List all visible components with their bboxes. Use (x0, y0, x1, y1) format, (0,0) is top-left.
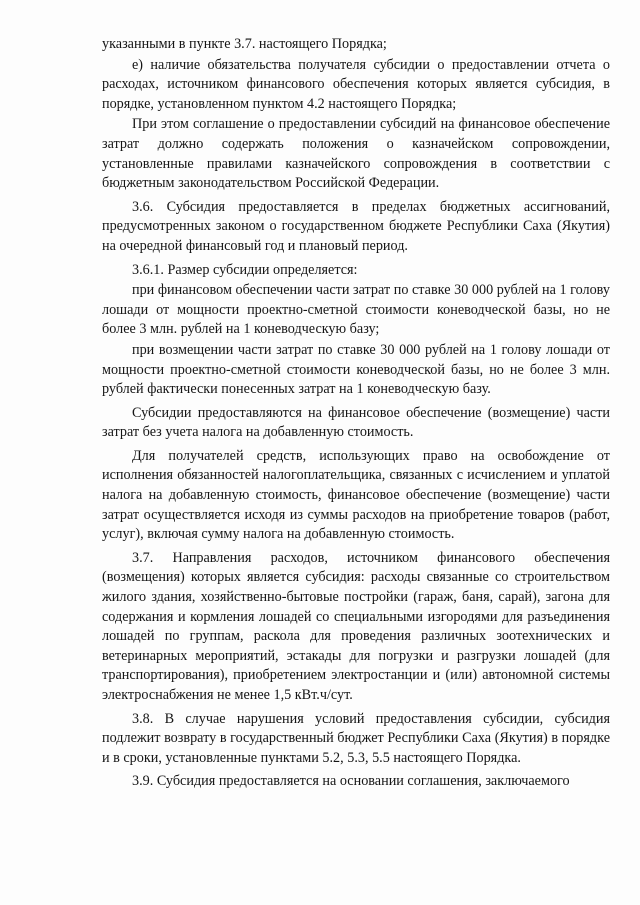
paragraph-3-7: 3.7. Направления расходов, источником финансового обеспечения (возмещения) которых является субсидия: расходы связанные со строительством жилого здания, хозяйственно-бытовые постройки (гараж, баня, сарай), загона для содержания и кормления лошадей со специальными изгородями для разъединения лошадей по группам, раскола для проведения различных зоотехнических и ветеринарных мероприятий, эстакады для погрузки и разгрузки лошадей (для транспортирования), приобретением электростанции и (или) автономной системы электроснабжения не менее 1,5 кВт.ч/сут. (102, 549, 610, 703)
document-body (102, 35, 610, 793)
paragraph-continuation: указанными в пункте 3.7. настоящего Порядка; (102, 36, 387, 52)
paragraph-without-vat: Субсидии предоставляются на финансовое обеспечение (возмещение) части затрат без учета налога на добавленную стоимость. (102, 404, 610, 441)
paragraph-reimbursement-rate: при возмещении части затрат по ставке 30 000 рублей на 1 голову лошади от мощности проектно-сметной стоимости коневодческой базы, но не более 3 млн. рублей фактически понесенных затрат на 1 коневодческую базу. (102, 341, 610, 398)
paragraph-3-6-1: 3.6.1. Размер субсидии определяется: (132, 261, 358, 278)
paragraph-3-6: 3.6. Субсидия предоставляется в пределах бюджетных ассигнований, предусмотренных законом о государственном бюджете Республики Саха (Якутия) на очередной финансовый год и плановый период. (102, 198, 610, 254)
paragraph-vat-exempt: Для получателей средств, использующих право на освобождение от исполнения обязанностей налогоплательщика, связанных с исчислением и уплатой налога на добавленную стоимость, финансовое обеспечение (возмещение) части затрат осуществляется исходя из суммы расходов на приобретение товаров (работ, услуг), включая сумму налога на добавленную стоимость. (102, 447, 610, 543)
paragraph-item-e: е) наличие обязательства получателя субсидии о предоставлении отчета о расходах, источником финансового обеспечения которых является субсидия, в порядке, установленном пунктом 4.2 настоящего Порядка; (102, 56, 610, 112)
paragraph-3-9: 3.9. Субсидия предоставляется на основании соглашения, заключаемого (132, 773, 570, 790)
paragraph-treasury-support: При этом соглашение о предоставлении субсидий на финансовое обеспечение затрат должно содержать положения о казначейском сопровождении, установленные правилами казначейского сопровождения в соответствии с бюджетным законодательством Российской Федерации. (102, 116, 610, 192)
paragraph-financing-rate: при финансовом обеспечении части затрат по ставке 30 000 рублей на 1 голову лошади от мощности проектно-сметной стоимости коневодческой базы, но не более 3 млн. рублей на 1 коневодческую базу; (102, 282, 610, 338)
paragraph-3-8: 3.8. В случае нарушения условий предоставления субсидии, субсидия подлежит возврату в государственный бюджет Республики Саха (Якутия) в порядке и в сроки, установленные пунктами 5.2, 5.3, 5.5 настоящего Порядка. (102, 710, 610, 766)
